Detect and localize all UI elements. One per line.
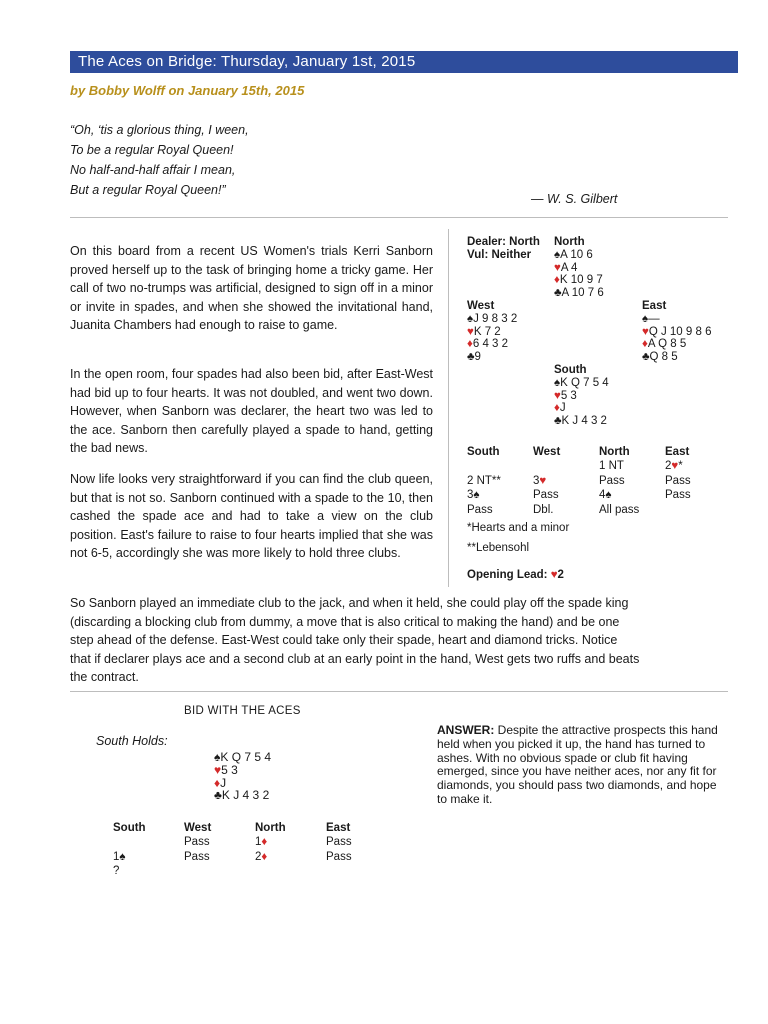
auction-header: North	[255, 822, 286, 834]
auction-row	[467, 504, 715, 518]
south-hearts: 5 3	[560, 389, 577, 402]
vulnerability-label: Vul: Neither	[467, 249, 532, 261]
east-diamonds: A Q 8 5	[647, 338, 687, 351]
east-clubs: Q 8 5	[649, 351, 678, 364]
bid: 1 NT	[599, 460, 624, 473]
bid: Pass	[326, 836, 352, 849]
diamond-icon: ♦	[261, 850, 268, 863]
heart-icon: ♥	[467, 325, 474, 338]
club-icon: ♣	[554, 287, 562, 300]
article-paragraph-3: Now life looks very straightforward if you can find the club queen, but that is not so. Sanborn continued with a spade to the 10, then cashed the spade ace and had to take a view on the club position. East's failure to raise to four hearts implied that she was not 6-5, accordingly she was more likely to hold three clubs.	[70, 472, 433, 560]
west-clubs: 9	[474, 351, 481, 364]
diamond-icon: ♦	[554, 274, 560, 287]
auction-row	[467, 460, 715, 474]
east-hearts: Q J 10 9 8 6	[648, 325, 712, 338]
problem-hand	[214, 751, 271, 802]
problem-spades: K Q 7 5 4	[220, 750, 272, 764]
bid	[255, 865, 326, 879]
divider	[70, 691, 728, 692]
quote-line: No half-and-half affair I mean,	[70, 163, 236, 177]
auction-row	[467, 475, 715, 489]
opening-lead-card: ♥2	[550, 569, 564, 581]
bid: Pass	[467, 503, 493, 516]
west-hearts: K 7 2	[473, 325, 501, 338]
quote-attribution: — W. S. Gilbert	[531, 192, 618, 206]
bid: 1♠	[113, 850, 126, 863]
heart-icon: ♥	[671, 460, 679, 473]
bid: 4♠	[599, 489, 612, 502]
west-spades: J 9 8 3 2	[473, 312, 518, 325]
article-paragraph-2: In the open room, four spades had also been bid, after East-West had bid up to four hearts. It was not doubled, and went two down. However, when Sanborn was declarer, the heart two was led to the ace. Sanborn then carefully played a spade to hand, getting the bad news.	[70, 367, 433, 455]
bid	[467, 460, 533, 474]
club-icon: ♣	[214, 788, 222, 803]
east-label: East	[642, 300, 667, 312]
south-clubs: K J 4 3 2	[561, 415, 607, 428]
bid	[533, 460, 599, 474]
diamond-icon: ♦	[554, 402, 560, 415]
auction-row	[467, 489, 715, 503]
auction-header: North	[599, 446, 630, 458]
south-spades: K Q 7 5 4	[560, 376, 609, 389]
auction-header: East	[665, 446, 690, 458]
north-clubs: A 10 7 6	[561, 287, 604, 300]
diamond-icon: ♦	[642, 338, 648, 351]
article-paragraph-1: On this board from a recent US Women's trials Kerri Sanborn proved herself up to the task of bringing home a tricky game. Her call of two no-trumps was artificial, designed to sign off in a minor or invite in spades, and when she showed the invitational hand, Juanita Chambers had enough to raise to game.	[70, 244, 433, 332]
opening-lead-label: Opening Lead:	[467, 569, 548, 581]
auction-header: East	[326, 822, 351, 834]
north-diamonds: K 10 9 7	[559, 274, 603, 287]
spade-icon: ♠	[642, 312, 649, 325]
bid: 2♦	[255, 850, 268, 863]
north-hand	[554, 236, 604, 300]
divider	[70, 217, 728, 218]
column-divider	[448, 229, 449, 587]
quote-line: To be a regular Royal Queen!	[70, 143, 234, 157]
south-holds-label: South Holds:	[96, 734, 168, 748]
auction-header: West	[184, 822, 212, 834]
bid: Dbl.	[533, 503, 554, 516]
bid: 3♠	[467, 489, 480, 502]
title-bar	[70, 51, 738, 73]
north-label: North	[554, 236, 585, 248]
quote-line: But a regular Royal Queen!”	[70, 183, 226, 197]
auction-header: South	[113, 822, 146, 834]
diamond-icon: ♦	[467, 338, 473, 351]
auction-header: South	[467, 446, 500, 458]
problem-diamonds: J	[220, 775, 227, 790]
north-hearts: A 4	[560, 261, 578, 274]
dealer-label: Dealer: North	[467, 236, 540, 248]
article-title: The Aces on Bridge: Thursday, January 1st, 2015	[78, 53, 416, 70]
bid: Pass	[184, 836, 210, 849]
auction-note: **Lebensohl	[467, 542, 530, 554]
bid: Pass	[326, 850, 352, 863]
bid	[326, 865, 376, 879]
south-diamonds: J	[559, 402, 566, 415]
bid: Pass	[184, 850, 210, 863]
answer-block	[437, 724, 721, 807]
spade-icon: ♠	[554, 248, 561, 261]
byline: by Bobby Wolff on January 15th, 2015	[70, 83, 305, 98]
heart-icon: ♥	[642, 325, 649, 338]
club-icon: ♣	[467, 351, 475, 364]
bid: 3♥	[533, 474, 547, 487]
heart-icon: ♥	[539, 474, 547, 487]
south-label: South	[554, 364, 587, 376]
heart-icon: ♥	[214, 762, 222, 777]
bid: Pass	[665, 489, 691, 502]
problem-clubs: K J 4 3 2	[221, 788, 270, 803]
bid: Pass	[599, 474, 625, 487]
auction-note: *Hearts and a minor	[467, 522, 570, 534]
west-diamonds: 6 4 3 2	[472, 338, 509, 351]
club-icon: ♣	[554, 415, 562, 428]
answer-text: Despite the attractive prospects this hand held when you picked it up, the hand has turned to ashes. With no obvious spade or club fit having emerged, since you have neither aces, nor any fit for diamonds, you should pass two diamonds, and hope to make it.	[437, 723, 718, 806]
north-spades: A 10 6	[560, 248, 593, 261]
south-hand	[554, 364, 609, 428]
epigraph	[70, 120, 249, 200]
heart-icon: ♥	[554, 261, 561, 274]
bid: 2 NT**	[467, 474, 501, 487]
bid	[665, 504, 715, 518]
bid: ?	[113, 865, 120, 878]
bid	[113, 836, 184, 850]
answer-label: ANSWER:	[437, 723, 495, 737]
bid	[184, 865, 255, 879]
spade-icon: ♠	[214, 750, 221, 764]
bid: Pass	[665, 474, 691, 487]
opening-lead	[467, 569, 564, 581]
heart-icon: ♥	[550, 569, 558, 581]
auction-row	[113, 851, 376, 865]
east-hand	[642, 300, 711, 364]
bid: Pass	[533, 489, 559, 502]
spade-icon: ♠	[467, 312, 474, 325]
east-spades: —	[648, 312, 660, 325]
bid: All pass	[599, 503, 640, 516]
auction-row	[113, 865, 376, 879]
problem-hearts: 5 3	[221, 762, 238, 777]
quote-line: “Oh, ‘tis a glorious thing, I ween,	[70, 123, 249, 137]
auction-row	[113, 836, 376, 850]
diamond-icon: ♦	[261, 836, 268, 849]
problem-auction-table	[113, 822, 376, 880]
bid: 1♦	[255, 836, 268, 849]
club-icon: ♣	[642, 351, 650, 364]
heart-icon: ♥	[554, 389, 561, 402]
diamond-icon: ♦	[214, 775, 221, 790]
auction-table	[467, 446, 715, 518]
spade-icon: ♠	[554, 376, 561, 389]
bid: 2♥*	[665, 460, 683, 473]
bid-with-aces-title: BID WITH THE ACES	[184, 705, 301, 717]
west-hand	[467, 300, 517, 364]
west-label: West	[467, 300, 495, 312]
article-paragraph-4: So Sanborn played an immediate club to the jack, and when it held, she could play off the spade king (discarding a blocking club from dummy, a move that is also critical to making the hand) and be one step ahead of the defense. East-West could take only their spade, heart and diamond tricks. Notice that if declarer plays ace and a second club at an early point in the hand, West gets two ruffs and beats the contract.	[70, 596, 640, 684]
auction-header: West	[533, 446, 561, 458]
